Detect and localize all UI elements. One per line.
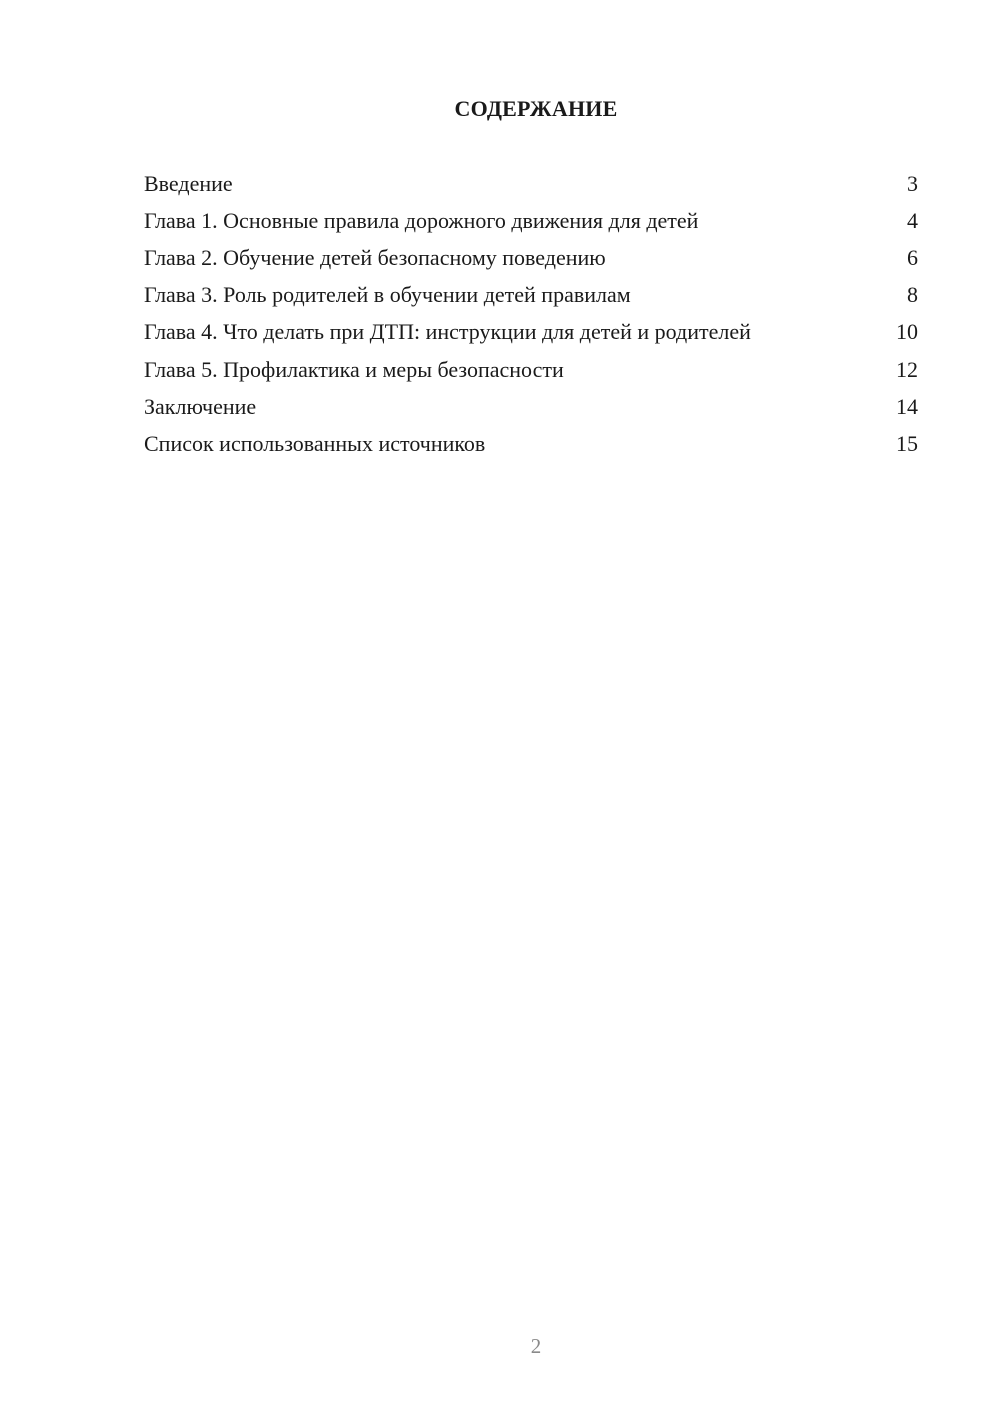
page-number: 2	[530, 1334, 542, 1358]
toc-entry-chapter-2	[144, 245, 918, 271]
toc-entry-text: Глава 3. Роль родителей в обучении детей правилам	[144, 282, 631, 307]
toc-entry-chapter-4	[144, 319, 918, 345]
toc-entry-text: Глава 2. Обучение детей безопасному поведению	[144, 245, 606, 270]
toc-entry-page: 14	[896, 394, 918, 419]
toc-entry-chapter-3	[144, 282, 918, 308]
toc-entry-page: 12	[896, 357, 918, 382]
toc-entry-text: Заключение	[144, 394, 257, 419]
toc-entry-page: 10	[896, 319, 918, 344]
toc-entry-sources	[144, 431, 918, 457]
toc-entry-conclusion	[144, 394, 918, 420]
page-title: СОДЕРЖАНИЕ	[454, 96, 618, 121]
toc-entry-page: 8	[907, 282, 918, 307]
toc-entry-page: 3	[907, 171, 918, 196]
toc-entry-text: Глава 5. Профилактика и меры безопасности	[144, 357, 564, 382]
toc-entry-text: Глава 1. Основные правила дорожного движения для детей	[144, 208, 699, 233]
toc-entry-introduction	[144, 171, 918, 197]
toc-entry-chapter-5	[144, 357, 918, 383]
toc-entry-chapter-1	[144, 208, 918, 234]
toc-entry-page: 15	[896, 431, 918, 456]
toc-entry-text: Список использованных источников	[144, 431, 486, 456]
toc-entry-page: 4	[907, 208, 918, 233]
toc-entry-text: Глава 4. Что делать при ДТП: инструкции для детей и родителей	[144, 319, 751, 344]
table-of-contents	[144, 171, 918, 468]
toc-entry-page: 6	[907, 245, 918, 270]
toc-entry-text: Введение	[144, 171, 233, 196]
